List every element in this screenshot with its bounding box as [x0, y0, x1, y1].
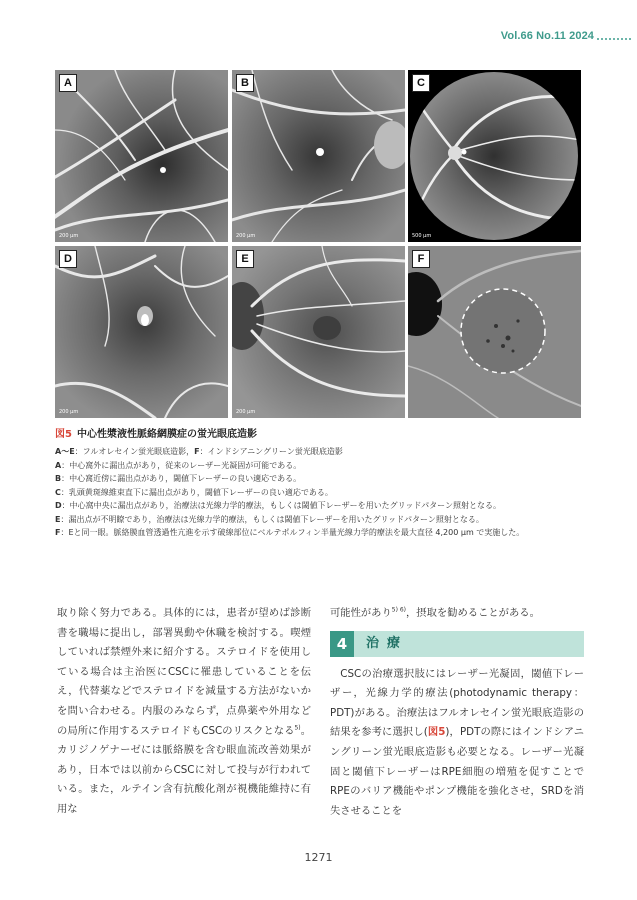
volume-label: Vol.66 No.11 2024	[500, 30, 594, 42]
figure-caption	[55, 425, 585, 540]
angiogram-image-c	[408, 70, 581, 242]
running-header	[0, 30, 637, 50]
panel-label: E	[236, 250, 254, 268]
angiogram-image-a	[55, 70, 228, 242]
caption-title-text: 中心性漿液性脈絡網膜症の蛍光眼底造影	[76, 429, 257, 440]
caption-title	[55, 425, 585, 440]
figure-5-grid	[55, 70, 581, 418]
body-paragraph: CSCの治療選択肢にはレーザー光凝固，閾値下レーザー，光線力学的療法(photodynamic therapy：PDT)がある。治療法はフルオレセイン蛍光眼底造影の結果を参考に選択し(図5)，PDTの際にはインドシアニングリーン蛍光眼底造影も必要となる。レーザー光凝固と閾値下レーザーはRPE細胞の増殖を促すことでRPEのバリア機能やポンプ機能を強化させ，SRDを消失させることを	[330, 667, 584, 817]
header-dots	[597, 38, 631, 40]
section-heading	[330, 631, 584, 657]
caption-figure-number: 図5	[55, 429, 72, 440]
caption-line: B：中心窩近傍に漏出点があり，閾値下レーザーの良い適応である。	[55, 474, 302, 483]
body-column-right	[330, 604, 584, 821]
angiogram-image-b	[232, 70, 405, 242]
scale-bar-label: 200 μm	[59, 409, 79, 415]
body-paragraph: 取り除く努力である。具体的には，患者が望めば診断書を職場に提出し，部署異動や休職を検討する。喫煙していれば禁煙外来に紹介する。ステロイドを使用している場合は主治医にCSCに罹患していることを伝え，代替薬などでステロイドを減量する方法がないかを問い合わせる。内服のみならず，点鼻薬や外用などの局所に作用するステロイドもCSCのリスクとなる$^{5)}$。カリジノゲナーゼには脈絡膜を含む眼血流改善効果があり，日本では以前からCSCに対して投与が行われている。また，ルテイン含有抗酸化剤が視機能維持に有用な	[57, 607, 312, 815]
caption-line: A〜E：フルオレセイン蛍光眼底造影，F：インドシアニングリーン蛍光眼底造影	[55, 447, 343, 456]
angiogram-image-d	[55, 246, 228, 418]
panel-label: C	[412, 74, 430, 92]
panel-label: F	[412, 250, 430, 268]
panel-e	[232, 246, 405, 418]
caption-line: A：中心窩外に漏出点があり，従来のレーザー光凝固が可能である。	[55, 460, 302, 470]
panel-label: B	[236, 74, 254, 92]
figure-reference: 図5	[427, 726, 446, 739]
scale-bar-label: 200 μm	[236, 409, 256, 415]
scale-bar-label: 200 μm	[59, 233, 79, 239]
caption-line: C：乳頭黄斑線維束直下に漏出点があり，閾値下レーザーの良い適応である。	[55, 487, 333, 497]
caption-line: D：中心窩中央に漏出点があり，治療法は光線力学的療法，もしくは閾値下レーザーを用いたグリッドパターン照射となる。	[55, 501, 501, 510]
scale-bar-label: 500 μm	[412, 233, 432, 239]
page-number: 1271	[304, 851, 333, 864]
panel-d	[55, 246, 228, 418]
scale-bar-label: 200 μm	[236, 233, 256, 239]
panel-c	[408, 70, 581, 242]
body-paragraph: 可能性があり$^{5) 6)}$，摂取を勧めることがある。	[330, 606, 540, 619]
section-number: 4	[330, 631, 354, 657]
caption-line: F：Eと同一眼。脈絡膜血管透過性亢進を示す破線部位にベルテポルフィン半量光線力学的療法を最大直径 4,200 μm で実施した。	[55, 528, 525, 537]
panel-label: A	[59, 74, 77, 92]
angiogram-image-f	[408, 246, 581, 418]
panel-b	[232, 70, 405, 242]
caption-line: E：漏出点が不明瞭であり，治療法は光線力学的療法，もしくは閾値下レーザーを用いたグリッドパターン照射となる。	[55, 514, 484, 524]
angiogram-image-e	[232, 246, 405, 418]
panel-a	[55, 70, 228, 242]
panel-label: D	[59, 250, 77, 268]
body-column-left	[57, 604, 311, 820]
panel-f	[408, 246, 581, 418]
section-title: 治療	[366, 635, 409, 651]
